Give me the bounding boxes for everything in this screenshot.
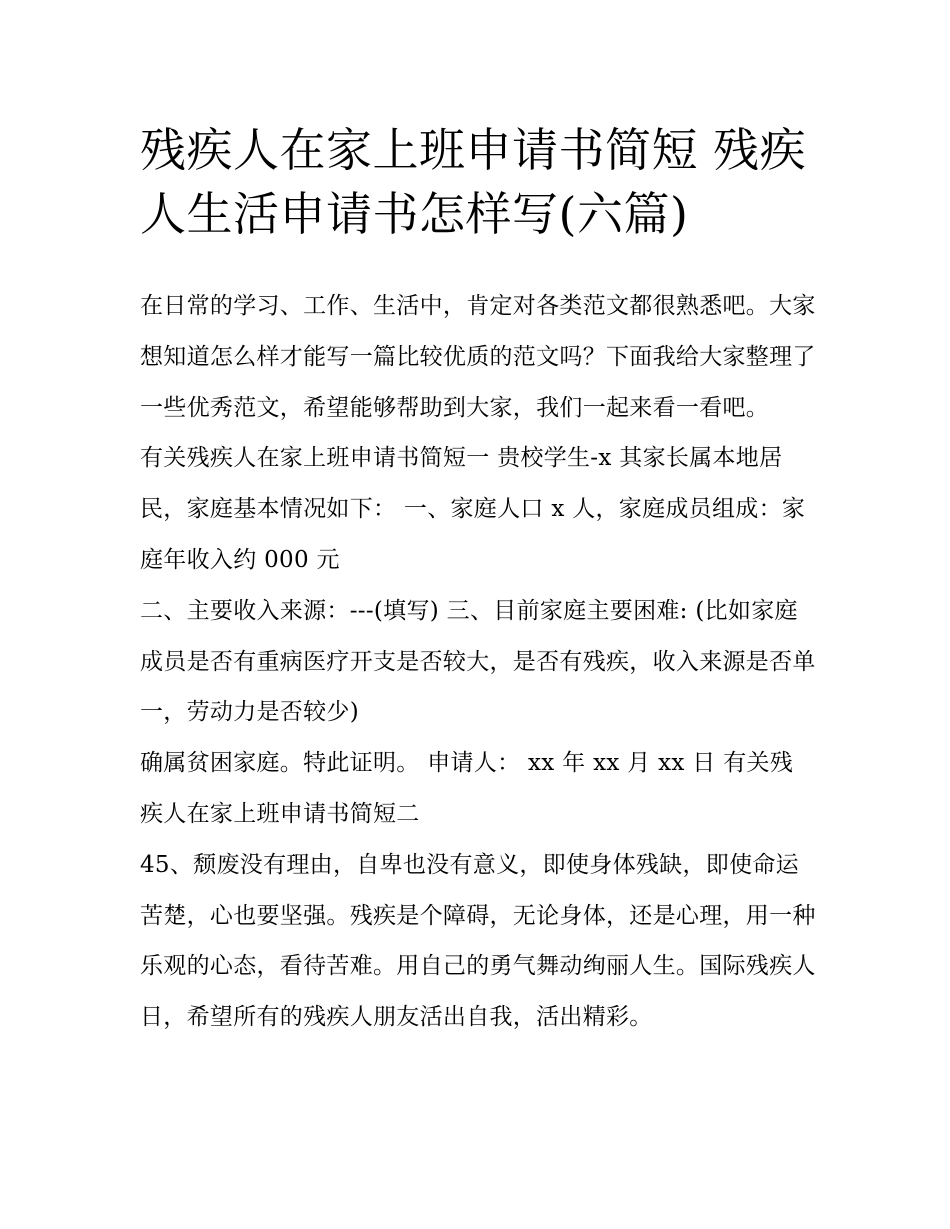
- paragraph-certification: 确属贫困家庭。特此证明。 申请人： xx 年 xx 月 xx 日 有关残疾人在家上班申请书简短二: [140, 750, 794, 827]
- paragraph-income-difficulties: 二、主要收入来源：---(填写) 三、目前家庭主要困难: (比如家庭成员是否有重病医疗开支是否较大，是否有残疾，收入来源是否单一，劳动力是否较少): [140, 597, 816, 726]
- paragraph-intro: 在日常的学习、工作、生活中，肯定对各类范文都很熟悉吧。大家想知道怎么样才能写一篇比较优质的范文吗？下面我给大家整理了一些优秀范文，希望能够帮助到大家，我们一起来看一看吧。: [140, 293, 816, 421]
- paragraph-quote-45: 45、颓废没有理由，自卑也没有意义，即使身体残缺，即使命运苦楚，心也要坚强。残疾是个障碍，无论身体，还是心理，用一种乐观的心态，看待苦难。用自己的勇气舞动绚丽人生。国际残疾人日，希望所有的残疾人朋友活出自我，活出精彩。: [140, 851, 816, 1031]
- document-body: [140, 281, 816, 1043]
- paragraph-application-one: 有关残疾人在家上班申请书简短一 贵校学生-x 其家长属本地居民，家庭基本情况如下： 一、家庭人口 x 人，家庭成员组成：家庭年收入约 000 元: [140, 445, 806, 573]
- document-title: 残疾人在家上班申请书简短 残疾人生活申请书怎样写(六篇): [140, 123, 807, 241]
